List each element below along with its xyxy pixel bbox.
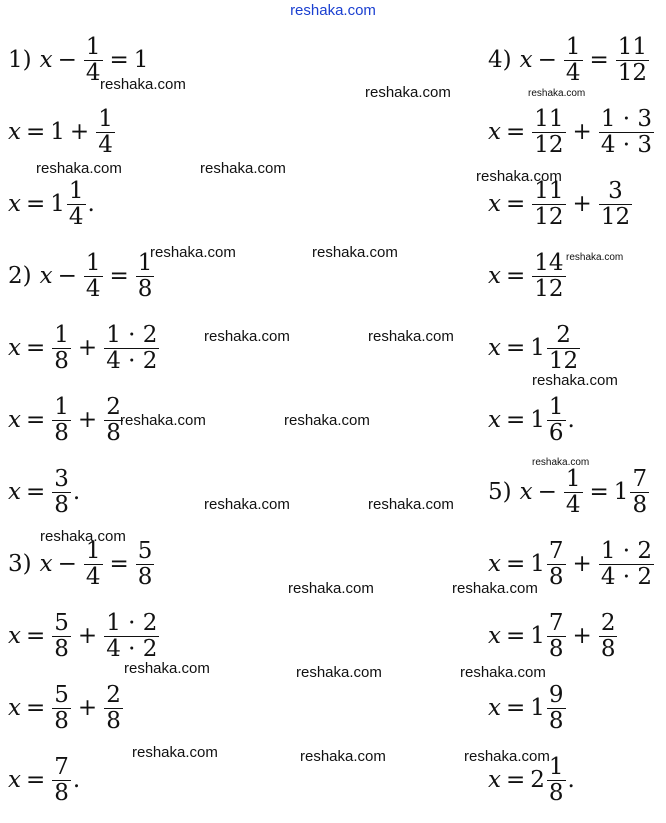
fraction-denominator: 8: [106, 707, 121, 734]
fraction: [52, 395, 71, 444]
watermark-text: reshaka.com: [284, 412, 370, 429]
variable: x: [488, 191, 501, 217]
fraction-numerator: 1: [85, 34, 101, 61]
fraction-numerator: 1 · 2: [106, 610, 158, 637]
fraction: [616, 35, 649, 84]
fraction-denominator: 12: [534, 275, 564, 302]
math-text: .: [87, 191, 95, 217]
fraction-denominator: 8: [600, 635, 616, 662]
variable: x: [488, 623, 501, 649]
problem-number: 2): [8, 263, 32, 289]
operator: =: [25, 119, 46, 145]
operator: −: [57, 263, 77, 289]
fraction: [547, 611, 566, 660]
fraction: [52, 467, 71, 516]
fraction: [564, 35, 583, 84]
watermark-text: reshaka.com: [40, 528, 126, 545]
watermark-text: reshaka.com: [368, 328, 454, 345]
fraction-numerator: 11: [617, 34, 648, 61]
equation-line: [488, 672, 568, 744]
fraction-denominator: 8: [548, 707, 564, 734]
operator: =: [505, 623, 526, 649]
operator: =: [109, 551, 129, 577]
fraction-numerator: 7: [54, 754, 69, 781]
fraction-numerator: 5: [54, 682, 69, 709]
fraction-denominator: 4 · 2: [106, 347, 158, 374]
fraction: [52, 611, 71, 660]
fraction: [96, 107, 115, 156]
variable: x: [8, 335, 21, 361]
fraction-denominator: 8: [54, 707, 69, 734]
equation-line: [8, 744, 80, 816]
operator: =: [589, 479, 609, 505]
math-text: 1: [133, 47, 149, 73]
math-text: 1: [50, 119, 65, 145]
math-text: .: [72, 479, 81, 505]
equation-line: [488, 96, 656, 168]
fraction-denominator: 8: [54, 779, 69, 806]
fraction: [630, 467, 649, 516]
fraction-denominator: 8: [54, 635, 69, 662]
math-text: .: [567, 407, 575, 433]
fraction: [532, 107, 565, 156]
problem-number: 3): [8, 551, 32, 577]
operator: =: [505, 263, 526, 289]
fraction-denominator: 4: [85, 59, 101, 86]
fraction-denominator: 8: [548, 563, 564, 590]
operator: =: [25, 695, 46, 721]
fraction: [104, 683, 123, 732]
watermark-text: reshaka.com: [365, 84, 451, 101]
variable: x: [488, 119, 501, 145]
math-text: 1: [530, 335, 545, 361]
operator: +: [77, 335, 98, 361]
math-text: 1: [613, 479, 629, 505]
watermark-text: reshaka.com: [204, 496, 290, 513]
watermark-text: reshaka.com: [120, 412, 206, 429]
fraction-denominator: 4 · 3: [600, 131, 653, 158]
watermark-text: reshaka.com: [36, 160, 122, 177]
fraction-denominator: 8: [137, 275, 153, 302]
operator: +: [572, 623, 592, 649]
watermark-text: reshaka.com: [132, 744, 218, 761]
fraction: [84, 251, 103, 300]
problem-number: 4): [488, 47, 512, 73]
watermark-text: reshaka.com: [300, 748, 386, 765]
variable: x: [488, 263, 501, 289]
fraction-numerator: 1: [548, 754, 564, 781]
operator: =: [109, 263, 129, 289]
watermark-text: reshaka.com: [100, 76, 186, 93]
variable: x: [488, 767, 501, 793]
math-text: .: [72, 767, 81, 793]
watermark-text: reshaka.com: [532, 372, 618, 389]
equation-line: [8, 168, 95, 240]
fraction-numerator: 2: [600, 610, 616, 637]
fraction: [599, 107, 654, 156]
operator: =: [505, 119, 526, 145]
watermark-text: reshaka.com: [288, 580, 374, 597]
fraction-numerator: 1: [98, 106, 113, 133]
fraction: [547, 395, 566, 444]
fraction-numerator: 5: [137, 538, 153, 565]
fraction: [599, 611, 618, 660]
fraction-numerator: 5: [54, 610, 69, 637]
watermark-text: reshaka.com: [528, 88, 586, 99]
fraction-denominator: 4 · 2: [600, 563, 653, 590]
fraction-denominator: 4: [565, 491, 581, 518]
fraction: [52, 683, 71, 732]
fraction-denominator: 8: [548, 635, 564, 662]
variable: x: [8, 119, 21, 145]
math-text: .: [567, 767, 575, 793]
fraction-denominator: 12: [548, 347, 579, 374]
math-text: 1: [530, 623, 545, 649]
watermark-text: reshaka.com: [532, 457, 590, 468]
operator: −: [537, 479, 557, 505]
operator: =: [505, 191, 526, 217]
equation-line: [488, 600, 619, 672]
variable: x: [8, 695, 21, 721]
watermark-text: reshaka.com: [150, 244, 236, 261]
fraction-denominator: 12: [534, 203, 564, 230]
watermark-text: reshaka.com: [476, 168, 562, 185]
fraction-denominator: 8: [106, 419, 121, 446]
operator: =: [589, 47, 609, 73]
equation-line: [8, 672, 125, 744]
operator: +: [77, 623, 98, 649]
fraction-denominator: 8: [54, 491, 69, 518]
fraction-numerator: 11: [534, 178, 564, 205]
equation-line: [8, 312, 161, 384]
operator: =: [505, 335, 526, 361]
fraction: [52, 755, 71, 804]
watermark-text: reshaka.com: [204, 328, 290, 345]
operator: −: [537, 47, 557, 73]
fraction-numerator: 1: [85, 538, 101, 565]
operator: −: [57, 47, 77, 73]
variable: x: [8, 623, 21, 649]
fraction-denominator: 4: [85, 563, 101, 590]
fraction-numerator: 1: [548, 394, 564, 421]
operator: =: [25, 335, 46, 361]
operator: =: [25, 191, 46, 217]
fraction-numerator: 7: [548, 538, 564, 565]
operator: +: [572, 551, 592, 577]
math-text: 1: [530, 551, 545, 577]
variable: x: [39, 263, 53, 289]
fraction: [547, 683, 566, 732]
variable: x: [488, 695, 501, 721]
fraction: [599, 539, 654, 588]
fraction: [104, 611, 159, 660]
variable: x: [8, 407, 21, 433]
fraction-numerator: 3: [54, 466, 69, 493]
problem-number: 5): [488, 479, 512, 505]
variable: x: [8, 767, 21, 793]
fraction-denominator: 4: [98, 131, 113, 158]
fraction-numerator: 1 · 2: [106, 322, 158, 349]
variable: x: [488, 551, 501, 577]
equation-line: [8, 456, 80, 528]
variable: x: [8, 191, 21, 217]
watermark-text: reshaka.com: [296, 664, 382, 681]
fraction: [532, 179, 565, 228]
fraction-numerator: 1: [68, 178, 84, 205]
fraction-numerator: 1 · 3: [600, 106, 653, 133]
variable: x: [8, 479, 21, 505]
math-text: 2: [530, 767, 545, 793]
fraction-numerator: 7: [632, 466, 648, 493]
watermark-text: reshaka.com: [464, 748, 550, 765]
equation-line: [8, 240, 156, 312]
fraction-denominator: 8: [137, 563, 153, 590]
fraction-numerator: 1: [54, 394, 69, 421]
operator: =: [25, 407, 46, 433]
operator: +: [572, 119, 592, 145]
watermark-text: reshaka.com: [200, 160, 286, 177]
operator: +: [69, 119, 90, 145]
variable: x: [488, 407, 501, 433]
math-text: 1: [50, 191, 65, 217]
variable: x: [519, 47, 533, 73]
operator: =: [505, 695, 526, 721]
fraction-numerator: 7: [548, 610, 564, 637]
operator: +: [572, 191, 592, 217]
equation-line: [488, 240, 568, 312]
fraction-denominator: 8: [54, 347, 69, 374]
fraction: [136, 539, 155, 588]
watermark-text: reshaka.com: [124, 660, 210, 677]
operator: +: [77, 407, 98, 433]
fraction-denominator: 8: [548, 779, 564, 806]
watermark-text: reshaka.com: [460, 664, 546, 681]
variable: x: [39, 47, 53, 73]
fraction-numerator: 9: [548, 682, 564, 709]
operator: =: [505, 767, 526, 793]
fraction: [532, 251, 565, 300]
fraction: [67, 179, 86, 228]
operator: =: [109, 47, 129, 73]
fraction-numerator: 2: [556, 322, 571, 349]
watermark-text: reshaka.com: [368, 496, 454, 513]
fraction-numerator: 11: [534, 106, 564, 133]
fraction-denominator: 8: [632, 491, 648, 518]
math-text: 1: [530, 407, 545, 433]
fraction: [104, 323, 159, 372]
fraction-denominator: 6: [548, 419, 564, 446]
equation-line: [8, 96, 117, 168]
watermark-text: reshaka.com: [312, 244, 398, 261]
operator: −: [57, 551, 77, 577]
variable: x: [39, 551, 53, 577]
fraction-denominator: 4 · 2: [106, 635, 158, 662]
fraction-numerator: 1: [137, 250, 153, 277]
fraction-numerator: 3: [608, 178, 623, 205]
fraction-numerator: 1: [565, 466, 581, 493]
operator: +: [77, 695, 98, 721]
fraction-numerator: 14: [534, 250, 564, 277]
fraction-numerator: 1 · 2: [600, 538, 653, 565]
operator: =: [505, 407, 526, 433]
fraction-denominator: 12: [534, 131, 564, 158]
fraction: [547, 323, 580, 372]
fraction-numerator: 2: [106, 682, 121, 709]
fraction-denominator: 4: [85, 275, 101, 302]
operator: =: [25, 767, 46, 793]
fraction-numerator: 2: [106, 394, 121, 421]
operator: =: [25, 479, 46, 505]
watermark-text: reshaka.com: [452, 580, 538, 597]
fraction: [599, 179, 632, 228]
equation-line: [8, 384, 125, 456]
fraction: [84, 539, 103, 588]
problem-number: 1): [8, 47, 32, 73]
math-text: 1: [530, 695, 545, 721]
fraction-denominator: 12: [617, 59, 648, 86]
fraction-numerator: 1: [565, 34, 581, 61]
fraction: [564, 467, 583, 516]
equation-line: [488, 384, 575, 456]
fraction-numerator: 1: [85, 250, 101, 277]
fraction: [52, 323, 71, 372]
operator: =: [505, 551, 526, 577]
variable: x: [488, 335, 501, 361]
equation-line: [488, 24, 651, 96]
fraction-numerator: 1: [54, 322, 69, 349]
variable: x: [519, 479, 533, 505]
operator: =: [25, 623, 46, 649]
fraction-denominator: 12: [600, 203, 631, 230]
fraction-denominator: 8: [54, 419, 69, 446]
fraction-denominator: 4: [68, 203, 84, 230]
fraction-denominator: 4: [565, 59, 581, 86]
watermark-text: reshaka.com: [566, 252, 624, 263]
site-header-link[interactable]: reshaka.com: [290, 2, 376, 19]
fraction: [547, 539, 566, 588]
